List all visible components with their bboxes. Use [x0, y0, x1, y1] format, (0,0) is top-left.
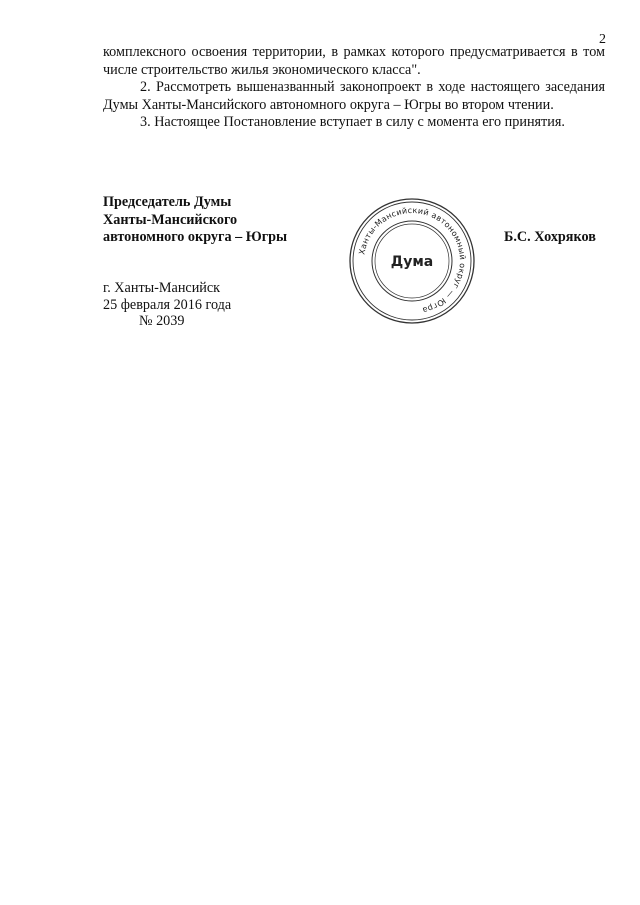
seal-center-text: Дума — [390, 254, 434, 270]
date: 25 февраля 2016 года — [103, 296, 232, 313]
official-seal-stamp — [348, 197, 476, 325]
paragraph-continuation: комплексного освоения территории, в рамках которого предусматривается в том числе строительство жилья экономического класса". — [103, 44, 605, 78]
chairman-title-line-2: Ханты-Мансийского — [103, 211, 238, 228]
resolution-body — [103, 44, 605, 132]
city: г. Ханты-Мансийск — [103, 280, 221, 296]
seal-ring-text: Ханты-Мансийский автономный округ — Югра — [357, 205, 468, 315]
chairman-title — [103, 194, 287, 247]
paragraph-2: 2. Рассмотреть вышеназванный законопроект в ходе настоящего заседания Думы Ханты-Мансийского автономного округа – Югры во втором чтении. — [103, 79, 605, 113]
place-date-number — [103, 280, 231, 330]
page-number: 2 — [599, 32, 606, 47]
document-number: № 2039 — [139, 313, 185, 329]
chairman-title-line-1: Председатель Думы — [103, 194, 232, 210]
chairman-title-line-3: автономного округа – Югры — [103, 229, 288, 245]
paragraph-3: 3. Настоящее Постановление вступает в силу с момента его принятия. — [140, 114, 565, 130]
signer-name: Б.С. Хохряков — [504, 229, 596, 245]
